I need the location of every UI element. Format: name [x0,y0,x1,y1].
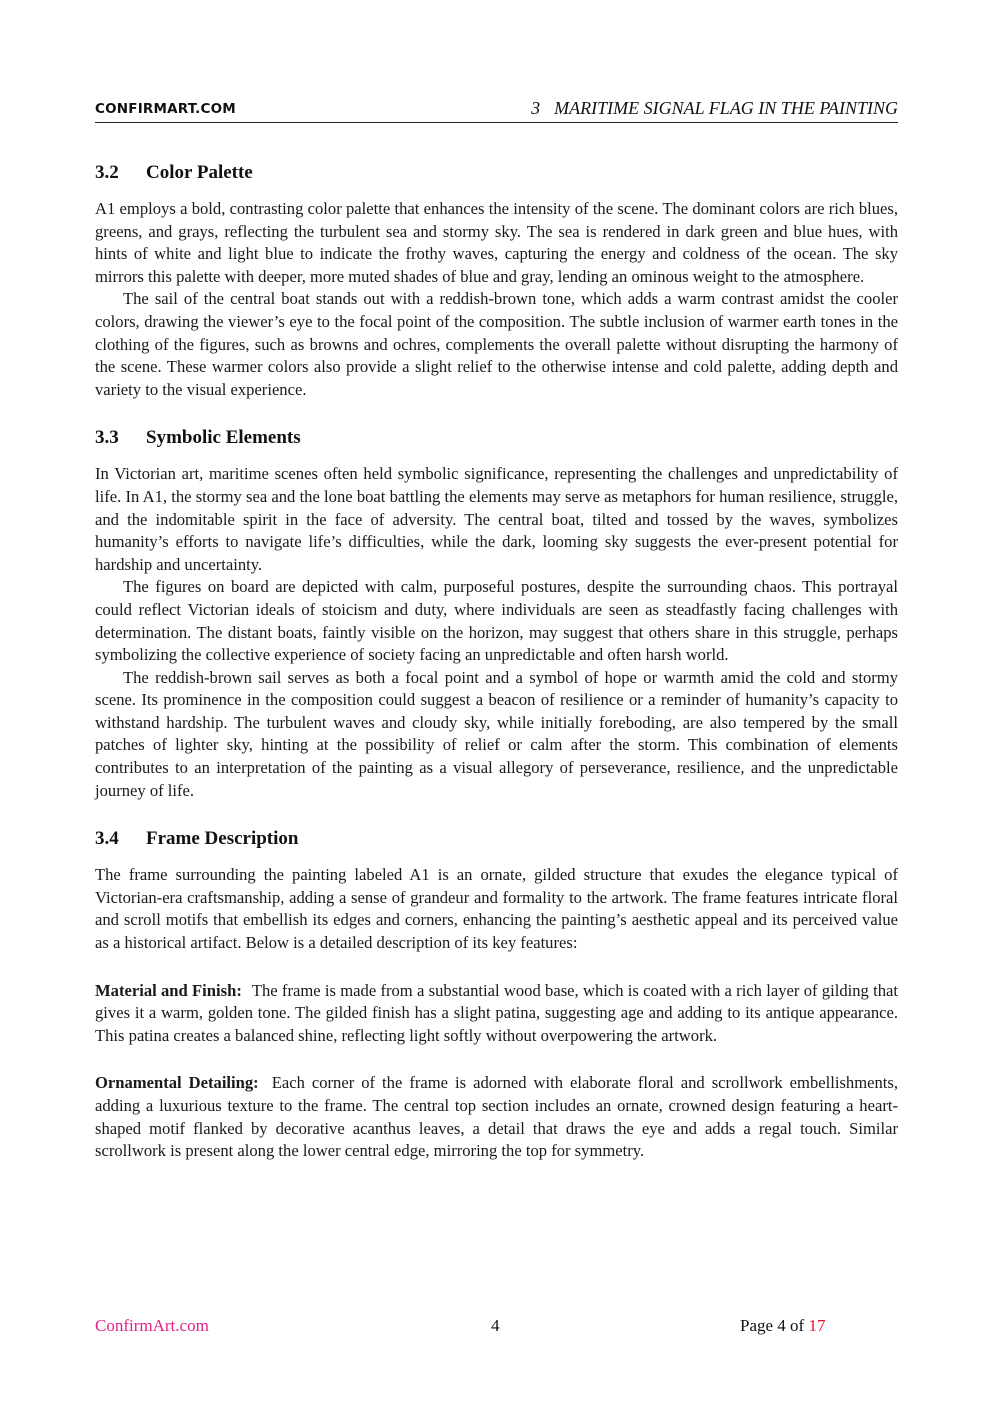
section-heading-color-palette [95,160,898,186]
paragraph: A1 employs a bold, contrasting color palette that enhances the intensity of the scene. The dominant colors are rich blues, greens, and grays, reflecting the turbulent sea and stormy sky. The sea is rendered in dark green and blue hues, with hints of white and light blue to indicate the frothy waves, capturing the energy and coldness of the ocean. The sky mirrors this palette with deeper, more muted shades of blue and gray, lending an ominous weight to the atmosphere. [95,199,898,286]
footer-page-number: 4 [491,1316,500,1335]
section-number: 3.2 [95,162,119,183]
running-title-number: 3 [531,98,541,118]
main-content [95,160,898,1163]
section-number: 3.3 [95,427,119,449]
feature-label: Ornamental Detailing: [95,1073,259,1093]
section-title: Frame Description [146,828,299,850]
footer-page-count [740,1316,825,1336]
feature-text: The frame is made from a substantial wood base, which is coated with a rich layer of gilding that gives it a warm, golden tone. The gilded finish has a slight patina, suggesting age and adding to its antique appearance. This patina creates a balanced shine, reflecting light softly without overpowering the artwork. [95,980,898,1045]
paragraph: The frame surrounding the painting labeled A1 is an ornate, gilded structure that exudes the elegance typical of Victorian-era craftsmanship, adding a sense of grandeur and formality to the artwork. The frame features intricate floral and scroll motifs that embellish its edges and corners, enhancing the painting’s aesthetic appeal and its perceived value as a historical artifact. Below is a detailed description of its key features: [95,865,898,953]
page-header [95,98,898,123]
page-footer [95,1316,898,1338]
section-title: Symbolic Elements [146,427,301,449]
footer-site-link[interactable]: ConfirmArt.com [95,1316,209,1335]
feature-label: Material and Finish: [95,980,242,1000]
feature-item-ornamental [95,1072,898,1162]
site-logo: CONFIRMART.COM [95,101,236,117]
feature-text: Each corner of the frame is adorned with elaborate floral and scrollwork embellishments, adding a luxurious texture to the frame. The central top section includes an ornate, crowned design featuring a heart-shaped motif flanked by decorative acanthus leaves, a detail that draws the eye and adds a regal touch. Similar scrollwork is present along the lower central edge, mirroring the top for symmetry. [95,1073,898,1161]
section-number: 3.4 [95,828,119,850]
paragraph: In Victorian art, maritime scenes often held symbolic significance, representing the challenges and unpredictability of life. In A1, the stormy sea and the lone boat battling the elements may serve as metaphors for human resilience, struggle, and the indomitable spirit in the face of adversity. The central boat, tilted and tossed by the waves, symbolizes humanity’s efforts to navigate life’s difficulties, while the dark, looming sky suggests the ever-present potential for hardship and uncertainty. [95,464,898,574]
paragraph: The figures on board are depicted with calm, purposeful postures, despite the surrounding chaos. This portrayal could reflect Victorian ideals of stoicism and duty, where individuals are seen as steadfastly facing challenges with determination. The distant boats, faintly visible on the horizon, may suggest that others share in this struggle, perhaps symbolizing the collective experience of society facing an unpredictable and often harsh world. [95,577,898,665]
running-title-text: MARITIME SIGNAL FLAG IN THE PAINTING [554,98,898,118]
section-title: Color Palette [146,162,253,183]
paragraph: The sail of the central boat stands out with a reddish-brown tone, which adds a warm contrast amidst the cooler colors, drawing the viewer’s eye to the focal point of the composition. The subtle inclusion of warmer earth tones in the clothing of the figures, such as browns and ochres, complements the overall palette without disrupting the harmony of the scene. These warmer colors also provide a slight relief to the otherwise intense and cold palette, adding depth and variety to the visual experience. [95,289,898,399]
feature-item-material [95,980,898,1048]
paragraph: The reddish-brown sail serves as both a focal point and a symbol of hope or warmth amid the cold and stormy scene. Its prominence in the composition could suggest a beacon of resilience or a reminder of humanity’s capacity to withstand hardship. The turbulent waves and cloudy sky, while initially foreboding, are also tempered by the small patches of lighter sky, hinting at the possibility of relief or calm after the storm. This combination of elements contributes to an interpretation of the painting as a visual allegory of perseverance, resilience, and the unpredictable journey of life. [95,667,898,800]
footer-page-label: Page 4 of [740,1316,805,1335]
section-heading-frame-description [95,826,898,852]
running-title [531,98,898,119]
section-heading-symbolic-elements [95,425,898,451]
footer-total-pages-link[interactable]: 17 [808,1316,826,1335]
